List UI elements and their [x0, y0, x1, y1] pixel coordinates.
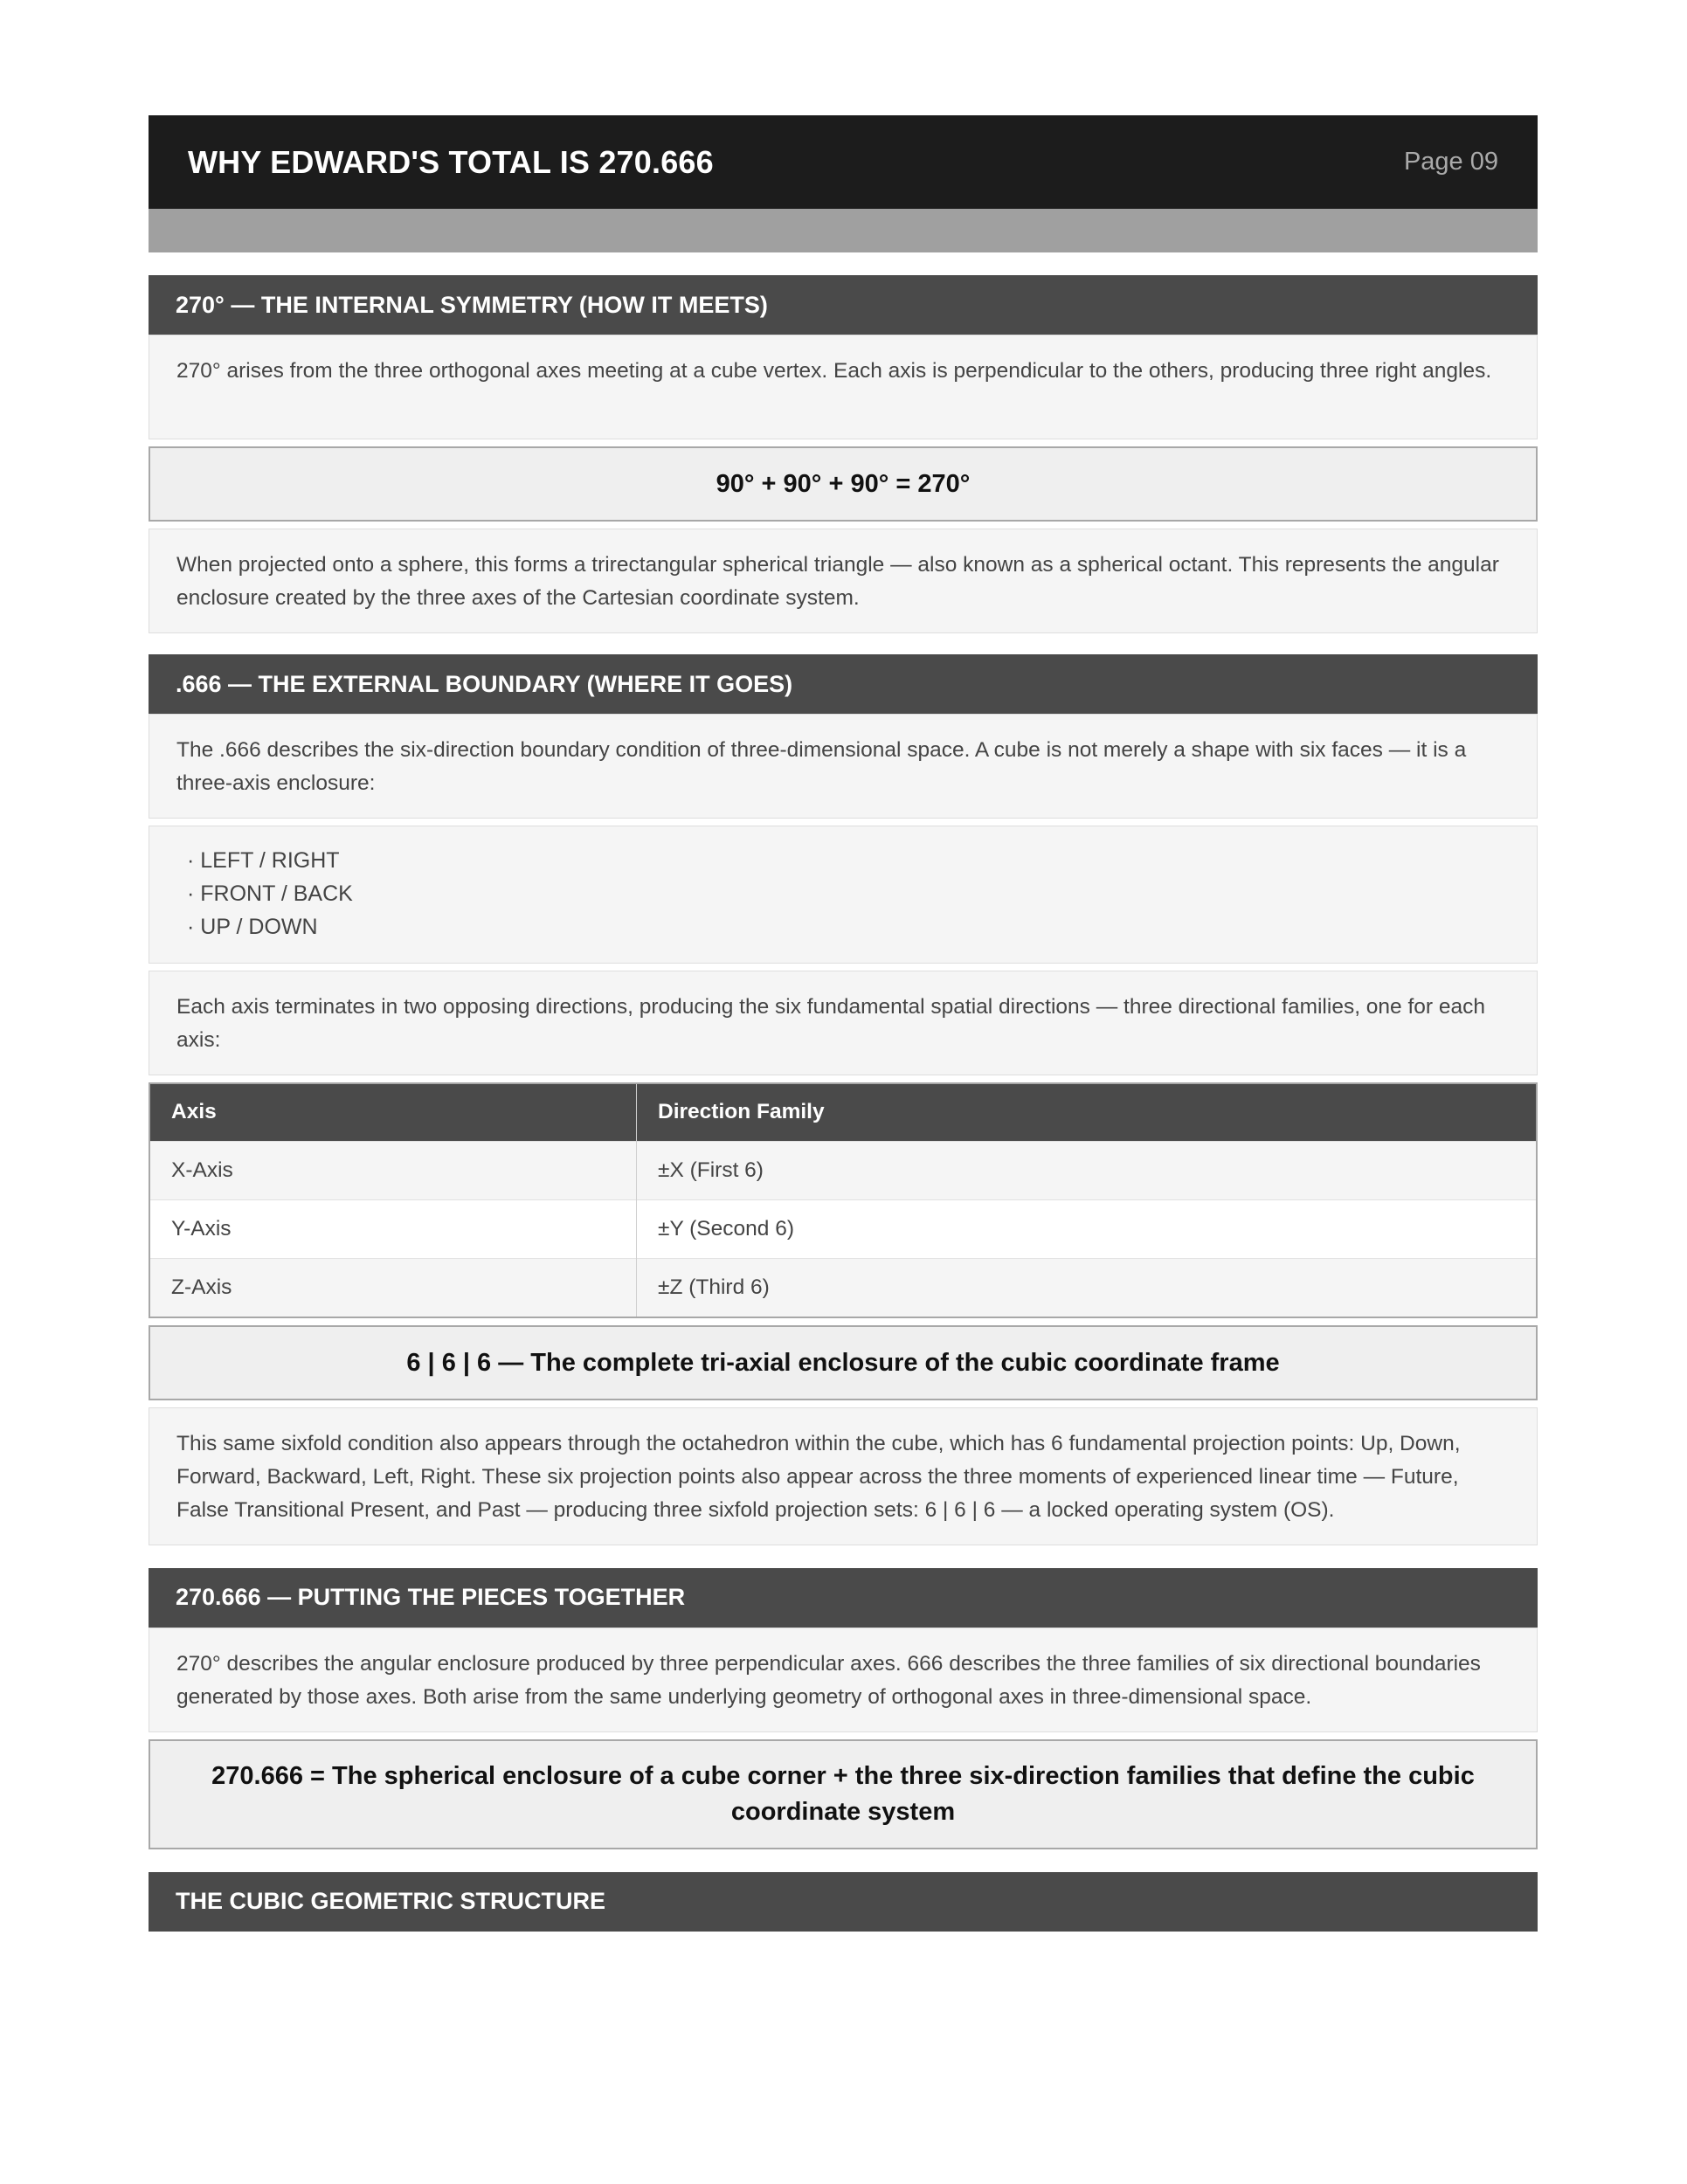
list-item: · UP / DOWN [187, 915, 318, 939]
section2-families-paragraph: Each axis terminates in two opposing directions, producing the six fundamental spatial directions — three directional families, one for each axis: [149, 971, 1538, 1075]
table-cell-axis: Y-Axis [149, 1199, 637, 1258]
table-cell-axis: Z-Axis [149, 1258, 637, 1317]
list-item: · LEFT / RIGHT [187, 848, 340, 873]
table-row [149, 1199, 1537, 1258]
section-heading-external-boundary: .666 — THE EXTERNAL BOUNDARY (WHERE IT GOES) [149, 654, 1538, 714]
section2-octahedron-paragraph: This same sixfold condition also appears through the octahedron within the cube, which has 6 fundamental projection points: Up, Down, Forward, Backward, Left, Right. These six projection points also appear across the three moments of experienced linear time — Future, False Transitional Present, and Past — producing three sixfold projection sets: 6 | 6 | 6 — a locked operating system (OS). [149, 1407, 1538, 1545]
document-page [149, 115, 1538, 1932]
direction-pairs-list [187, 844, 1499, 943]
formula-666-box: 6 | 6 | 6 — The complete tri-axial enclosure of the cubic coordinate frame [149, 1325, 1538, 1400]
axis-direction-table [149, 1082, 1538, 1318]
formula-270-box: 90° + 90° + 90° = 270° [149, 446, 1538, 522]
list-item: · FRONT / BACK [187, 881, 353, 906]
table-row [149, 1258, 1537, 1317]
table-cell-direction-family: ±Z (Third 6) [637, 1258, 1538, 1317]
formula-270-666-box: 270.666 = The spherical enclosure of a cube corner + the three six-direction families that define the cubic coordinate system [149, 1739, 1538, 1849]
section1-octant-paragraph: When projected onto a sphere, this forms a trirectangular spherical triangle — also known as a spherical octant. This represents the angular enclosure created by the three axes of the Cartesian coordinate system. [149, 529, 1538, 633]
page-title: WHY EDWARD'S TOTAL IS 270.666 [188, 143, 714, 180]
table-header-row [149, 1083, 1537, 1141]
page-number: Page 09 [1403, 148, 1498, 176]
section-heading-cubic-structure: THE CUBIC GEOMETRIC STRUCTURE [149, 1872, 1538, 1932]
page-header [149, 115, 1538, 209]
section1-intro-paragraph: 270° arises from the three orthogonal axes meeting at a cube vertex. Each axis is perpendicular to the others, producing three right angles. [149, 335, 1538, 439]
direction-pairs-box [149, 826, 1538, 964]
table-header-axis: Axis [149, 1083, 637, 1141]
header-sub-bar [149, 209, 1538, 252]
table-header-direction-family: Direction Family [637, 1083, 1538, 1141]
section-heading-putting-together: 270.666 — PUTTING THE PIECES TOGETHER [149, 1568, 1538, 1628]
table-cell-axis: X-Axis [149, 1141, 637, 1199]
table-cell-direction-family: ±Y (Second 6) [637, 1199, 1538, 1258]
table-cell-direction-family: ±X (First 6) [637, 1141, 1538, 1199]
table-row [149, 1141, 1537, 1199]
section2-intro-paragraph: The .666 describes the six-direction boundary condition of three-dimensional space. A cube is not merely a shape with six faces — it is a three-axis enclosure: [149, 714, 1538, 819]
section3-summary-paragraph: 270° describes the angular enclosure produced by three perpendicular axes. 666 describes the three families of six directional boundaries generated by those axes. Both arise from the same underlying geometry of orthogonal axes in three-dimensional space. [149, 1628, 1538, 1732]
section-heading-internal-symmetry: 270° — THE INTERNAL SYMMETRY (HOW IT MEETS) [149, 275, 1538, 335]
